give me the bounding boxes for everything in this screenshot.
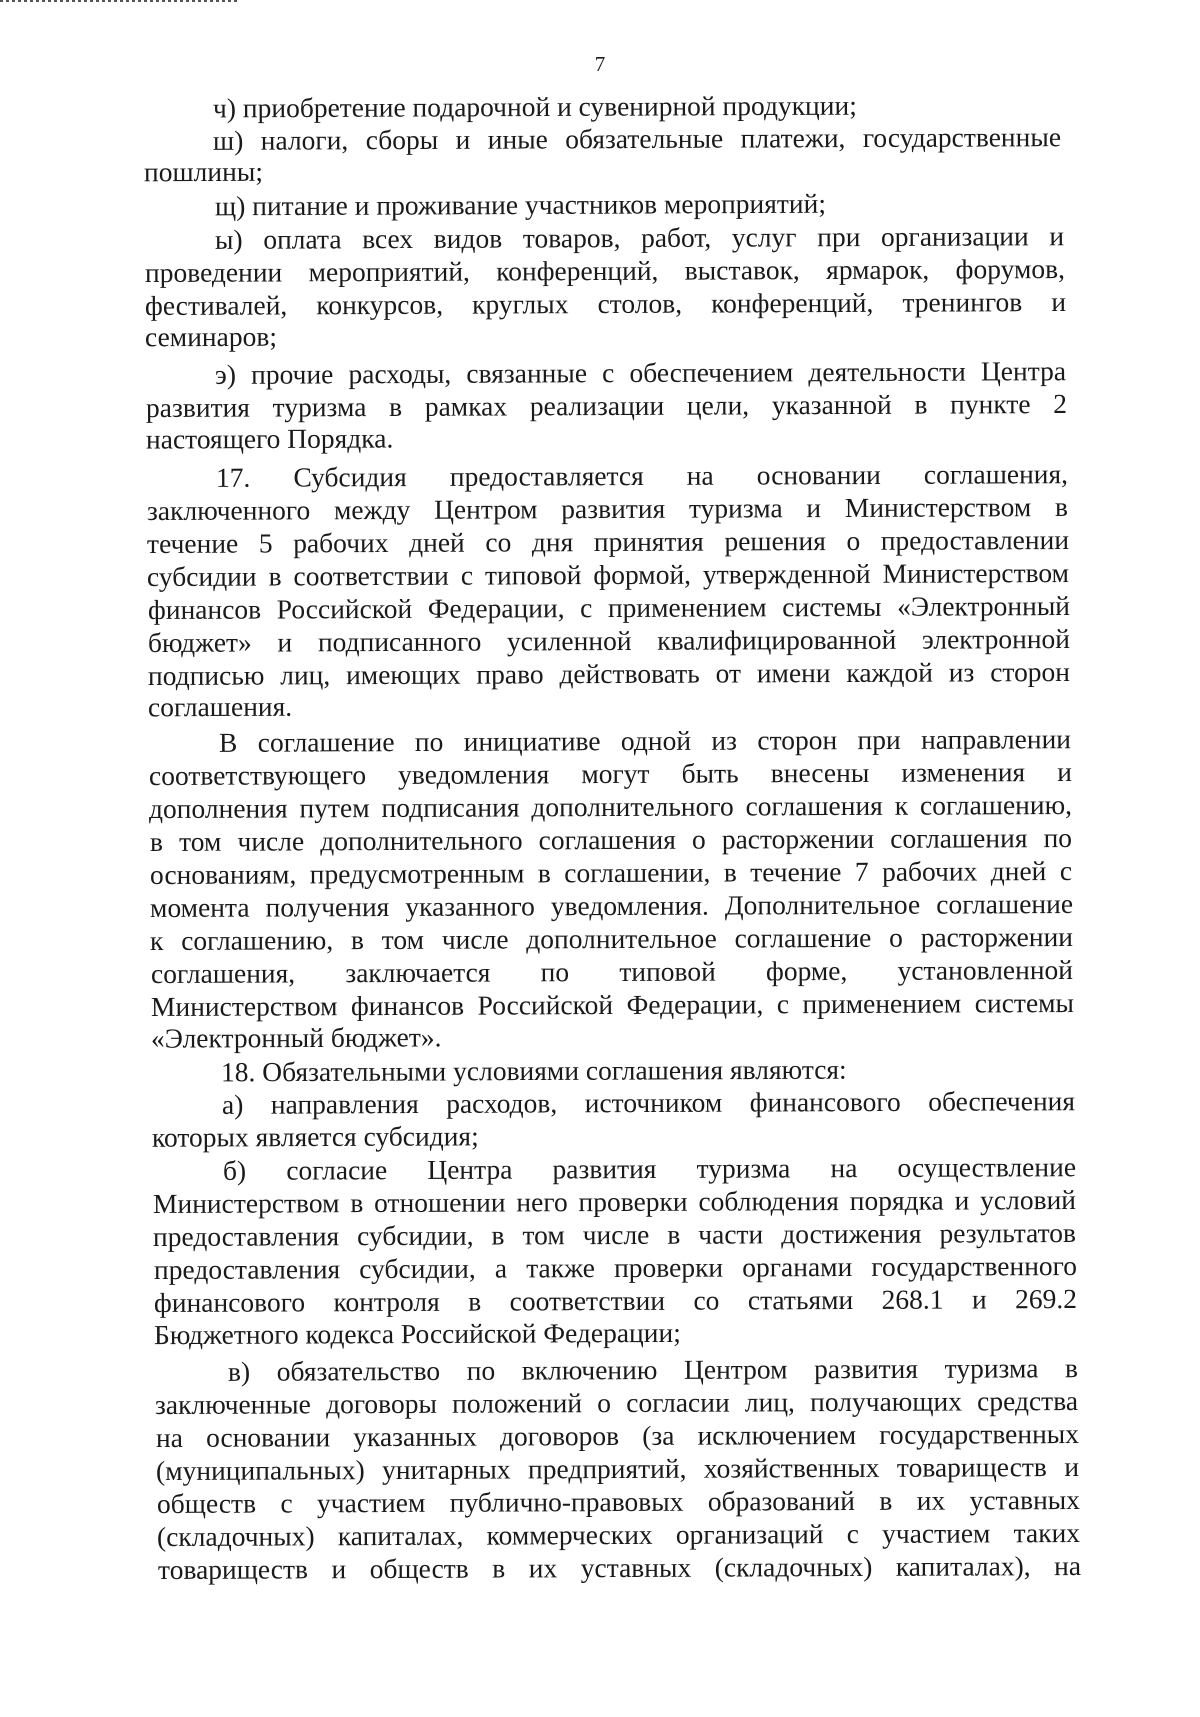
text-line: ы) оплата всех видов товаров, работ, услуг при организации и — [214, 220, 1065, 255]
text-line: предоставления субсидии, в том числе в части достижения результатов — [152, 1216, 1077, 1253]
text-line: на основании указанных договоров (за исключением государственных — [155, 1417, 1080, 1454]
text-line: настоящего Порядка. — [145, 422, 394, 455]
text-line: дополнения путем подписания дополнительного соглашения к соглашению, — [148, 788, 1073, 825]
text-line: соглашения. — [147, 690, 293, 723]
text-line: заключенного между Центром развития туризма и Министерством в — [146, 490, 1069, 527]
text-line: развития туризма в рамках реализации цели, указанной в пункте 2 — [145, 387, 1068, 424]
text-line: финансового контроля в соответствии со статьями 268.1 и 269.2 — [153, 1282, 1078, 1319]
text-line: (муниципальных) унитарных предприятий, хозяйственных товариществ и — [155, 1450, 1080, 1487]
text-line: течение 5 рабочих дней со дня принятия решения о предоставлении — [146, 523, 1070, 560]
text-line: фестивалей, конкурсов, круглых столов, конференций, тренингов и — [144, 285, 1067, 322]
text-line: предоставления субсидии, а также проверки органами государственного — [153, 1249, 1078, 1286]
text-line: «Электронный бюджет». — [150, 1021, 442, 1054]
text-line: финансов Российской Федерации, с применением системы «Электронный — [147, 589, 1071, 626]
text-line: к соглашению, в том числе дополнительное соглашение о расторжении — [149, 920, 1074, 957]
text-line: 18. Обязательными условиями соглашения являются: — [220, 1053, 847, 1088]
text-line: которых является субсидия; — [151, 1120, 479, 1153]
text-line: подписью лиц, имеющих право действовать от имени каждой из сторон — [147, 655, 1071, 692]
text-line: 17. Субсидия предоставляется на основании соглашения, — [215, 458, 1069, 493]
text-line: ш) налоги, сборы и иные обязательные платежи, государственные — [212, 121, 1062, 156]
text-line: в том числе дополнительного соглашения о расторжении соглашения по — [149, 821, 1073, 858]
text-line: В соглашение по инициативе одной из сторон при направлении — [218, 723, 1072, 758]
text-line: в) обязательство по включению Центром развития туризма в — [227, 1352, 1079, 1387]
scan-edge-mark — [0, 0, 240, 2]
text-line: обществ с участием публично-правовых образований в их уставных — [156, 1483, 1081, 1520]
text-line: (складочных) капиталах, коммерческих организаций с участием таких — [156, 1516, 1081, 1553]
text-line: семинаров; — [144, 320, 277, 353]
text-line: бюджет» и подписанного усиленной квалифицированной электронной — [147, 622, 1071, 659]
text-line: Министерством финансов Российской Федерации, с применением системы — [150, 986, 1075, 1023]
text-line: товариществ и обществ в их уставных (складочных) капиталах), на — [157, 1549, 1082, 1586]
text-line: щ) питание и проживание участников мероприятий; — [214, 187, 827, 222]
text-line: Министерством в отношении него проверки соблюдения порядка и условий — [152, 1183, 1077, 1220]
text-line: ч) приобретение подарочной и сувенирной продукции; — [212, 89, 857, 124]
page-number: 7 — [594, 52, 606, 76]
text-line: субсидии в соответствии с типовой формой, утвержденной Министерством — [146, 556, 1070, 593]
text-line: соответствующего уведомления могут быть внесены изменения и — [148, 755, 1073, 792]
text-line: Бюджетного кодекса Российской Федерации; — [153, 1316, 681, 1351]
text-line: основаниям, предусмотренным в соглашении, в течение 7 рабочих дней с — [149, 854, 1073, 891]
text-line: б) согласие Центра развития туризма на осуществление — [222, 1151, 1077, 1186]
text-line: а) направления расходов, источником финансового обеспечения — [221, 1085, 1076, 1120]
text-line: соглашения, заключается по типовой форме, установленной — [150, 953, 1074, 990]
text-line: момента получения указанного уведомления. Дополнительное соглашение — [149, 887, 1074, 924]
text-line: пошлины; — [143, 155, 263, 188]
text-line: заключенные договоры положений о согласии лиц, получающих средства — [154, 1384, 1079, 1421]
text-line: проведении мероприятий, конференций, выставок, ярмарок, форумов, — [144, 252, 1066, 289]
text-line: э) прочие расходы, связанные с обеспечением деятельности Центра — [214, 355, 1067, 390]
